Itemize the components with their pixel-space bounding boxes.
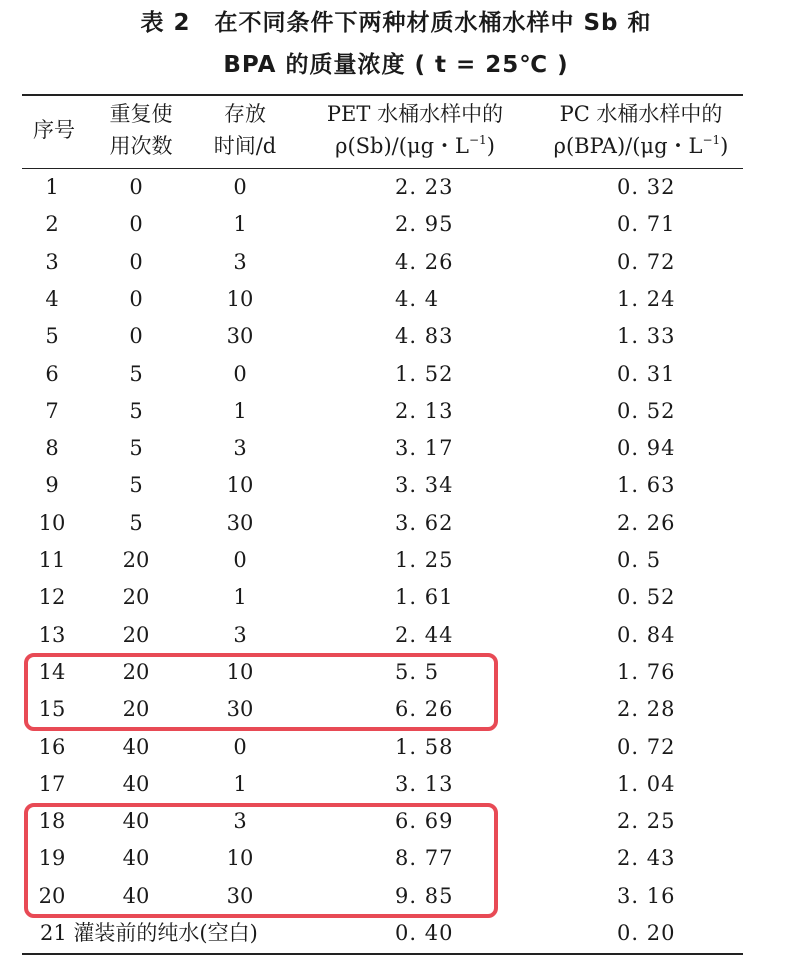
cell-reuse-count: 20 [122,548,150,572]
cell-pc-bpa: 0. 94 [617,436,676,461]
top-rule [22,94,743,96]
highlight-box-rows-18-20 [24,803,498,918]
cell-pet-sb: 2. 95 [395,212,454,237]
cell-storage-days: 10 [226,286,254,311]
cell-no: 12 [38,585,66,610]
unit-exponent: −1 [468,133,487,147]
cell-storage-days: 0 [233,361,247,386]
cell-reuse-count: 40 [122,883,150,908]
header-storage-time [200,98,290,162]
blank-row-pc-value: 0. 20 [617,921,676,945]
cell-no: 9 [45,473,59,498]
cell-no: 4 [45,286,59,311]
cell-pet-sb: 6. 26 [395,697,454,722]
header-pet-unit: ρ(Sb)/(μg・L [335,134,469,158]
cell-pc-bpa: 1. 04 [617,771,676,796]
table-row [0,281,792,318]
cell-no: 10 [38,510,66,535]
cell-reuse-count: 20 [122,697,150,722]
cell-pc-bpa: 2. 43 [617,846,676,871]
cell-pc-bpa: 0. 72 [617,249,676,274]
table-row [0,356,792,393]
cell-storage-days: 3 [233,809,247,834]
blank-row-label: 21 灌装前的纯水(空白) [40,921,258,945]
cell-pet-sb: 4. 83 [395,324,454,349]
cell-storage-days: 10 [226,659,254,684]
cell-pc-bpa: 0. 5 [617,548,662,572]
cell-reuse-count: 0 [129,175,143,199]
cell-storage-days: 10 [226,473,254,498]
table-row [0,729,792,766]
header-reuse-count [96,98,186,162]
table-row [0,169,792,206]
cell-no: 7 [45,398,59,423]
table-row [0,617,792,654]
header-reuse-line-2: 用次数 [109,134,173,158]
cell-no: 13 [38,622,66,647]
cell-storage-days: 10 [226,846,254,871]
cell-reuse-count: 0 [129,212,143,237]
cell-pet-sb: 3. 13 [395,771,454,796]
cell-pet-sb: 3. 17 [395,436,454,461]
cell-storage-days: 1 [233,398,247,423]
table-row [0,430,792,467]
table-row [0,579,792,616]
cell-no: 1 [45,175,59,199]
cell-no: 14 [38,659,66,684]
cell-pc-bpa: 1. 76 [617,659,676,684]
cell-pc-bpa: 1. 63 [617,473,676,498]
table-row [0,766,792,803]
table-row [0,393,792,430]
cell-pet-sb: 4. 4 [395,286,440,311]
cell-reuse-count: 40 [122,734,150,759]
cell-pet-sb: 5. 5 [395,659,440,684]
cell-reuse-count: 20 [122,622,150,647]
table-row [0,244,792,281]
table-row [0,318,792,355]
cell-no: 20 [38,883,66,908]
cell-no: 11 [38,548,66,572]
cell-pet-sb: 2. 23 [395,175,454,199]
cell-storage-days: 30 [226,697,254,722]
header-pet-line-1: PET 水桶水样中的 [326,102,504,126]
table-row [0,542,792,579]
table-caption-line-2: BPA 的质量浓度 ( t = 25℃ ) [223,52,569,78]
cell-pc-bpa: 1. 33 [617,324,676,349]
cell-reuse-count: 5 [129,361,143,386]
cell-pet-sb: 4. 26 [395,249,454,274]
header-pet-line-2 [300,130,530,162]
cell-pet-sb: 1. 52 [395,361,454,386]
cell-storage-days: 3 [233,622,247,647]
cell-pc-bpa: 0. 32 [617,175,676,199]
cell-pet-sb: 9. 85 [395,883,454,908]
cell-reuse-count: 5 [129,436,143,461]
cell-pc-bpa: 3. 16 [617,883,676,908]
blank-control-row [0,915,792,952]
cell-pc-bpa: 1. 24 [617,286,676,311]
unit-exponent: −1 [702,133,721,147]
cell-pet-sb: 1. 58 [395,734,454,759]
header-pc-unit: ρ(BPA)/(μg・L [553,134,703,158]
cell-storage-days: 1 [233,585,247,610]
cell-storage-days: 30 [226,510,254,535]
cell-pet-sb: 8. 77 [395,846,454,871]
cell-pet-sb: 3. 34 [395,473,454,498]
header-pc-line-2 [528,130,754,162]
header-pc-bpa [528,98,754,162]
cell-no: 19 [38,846,66,871]
cell-reuse-count: 0 [129,286,143,311]
cell-pet-sb: 1. 25 [395,548,454,572]
cell-pet-sb: 3. 62 [395,510,454,535]
header-storage-line-1: 存放 [224,102,266,126]
cell-reuse-count: 20 [122,659,150,684]
cell-storage-days: 3 [233,249,247,274]
cell-no: 18 [38,809,66,834]
cell-no: 8 [45,436,59,461]
cell-no: 6 [45,361,59,386]
cell-pc-bpa: 0. 52 [617,585,676,610]
cell-reuse-count: 40 [122,771,150,796]
cell-reuse-count: 5 [129,510,143,535]
header-no: 序号 [33,118,75,142]
table-caption-line-1: 表 2 在不同条件下两种材质水桶水样中 Sb 和 [140,10,652,36]
closing-paren: ) [720,134,729,158]
cell-reuse-count: 5 [129,398,143,423]
cell-storage-days: 0 [233,175,247,199]
cell-pc-bpa: 2. 25 [617,809,676,834]
cell-pet-sb: 2. 13 [395,398,454,423]
table-row [0,467,792,504]
header-reuse-line-1: 重复使 [109,102,173,126]
cell-no: 17 [38,771,66,796]
cell-pc-bpa: 0. 31 [617,361,676,386]
cell-reuse-count: 0 [129,249,143,274]
cell-reuse-count: 0 [129,324,143,349]
header-pet-sb [300,98,530,162]
cell-storage-days: 1 [233,771,247,796]
cell-storage-days: 30 [226,324,254,349]
cell-pc-bpa: 0. 84 [617,622,676,647]
cell-pc-bpa: 0. 72 [617,734,676,759]
cell-reuse-count: 20 [122,585,150,610]
cell-no: 5 [45,324,59,349]
cell-pet-sb: 2. 44 [395,622,454,647]
cell-pc-bpa: 2. 28 [617,697,676,722]
table-row [0,206,792,243]
header-pc-line-1: PC 水桶水样中的 [559,102,723,126]
table-row [0,505,792,542]
cell-reuse-count: 40 [122,846,150,871]
cell-no: 2 [45,212,59,237]
cell-storage-days: 1 [233,212,247,237]
cell-pc-bpa: 0. 52 [617,398,676,423]
cell-pet-sb: 1. 61 [395,585,454,610]
cell-storage-days: 30 [226,883,254,908]
cell-storage-days: 0 [233,734,247,759]
cell-pc-bpa: 0. 71 [617,212,676,237]
cell-no: 15 [38,697,66,722]
cell-pc-bpa: 2. 26 [617,510,676,535]
cell-pet-sb: 6. 69 [395,809,454,834]
header-storage-line-2: 时间/d [213,134,277,158]
cell-reuse-count: 5 [129,473,143,498]
cell-no: 3 [45,249,59,274]
cell-storage-days: 0 [233,548,247,572]
blank-row-pet-value: 0. 40 [395,921,454,945]
highlight-box-rows-14-15 [24,653,498,731]
cell-no: 16 [38,734,66,759]
cell-storage-days: 3 [233,436,247,461]
cell-reuse-count: 40 [122,809,150,834]
closing-paren: ) [486,134,495,158]
bottom-rule [22,953,743,955]
